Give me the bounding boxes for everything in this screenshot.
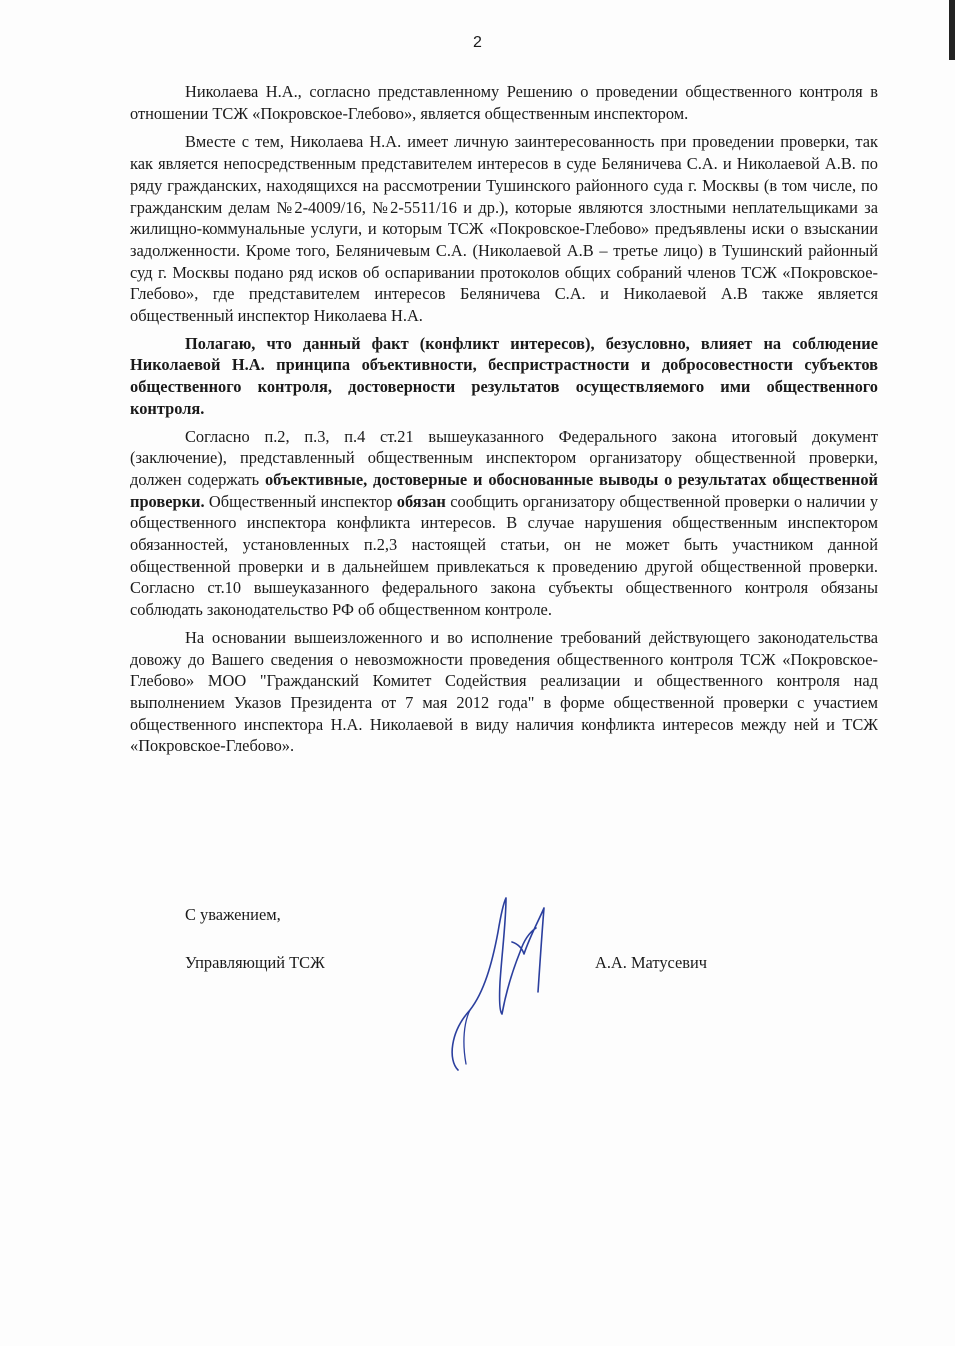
paragraph-conflict-details: Вместе с тем, Николаева Н.А. имеет личную заинтересованность при проведении проверки, так как является непосредственным представителем интересов в суде Беляничева С.А. и Николаевой А.В. по ряду гражданских, находящихся на рассмотрении Тушинского районного суда г. Москвы (в том числе, по гражданским делам №2-4009/16, №2-5511/16 и др.), которые являются злостными неплательщиками за жилищно-коммунальные услуги, и которым ТСЖ «Покровское-Глебово» предъявлены иски о взыскании задолженности. Кроме того, Беляничевым С.А. (Николаевой А.В – третье лицо) в Тушинский районный суд г. Москвы подано ряд исков об оспаривании протоколов общих собраний членов ТСЖ «Покровское-Глебово», где представителем интересов Беляничева С.А. и Николаевой А.В также является общественный инспектор Николаева Н.А. — [130, 132, 878, 326]
page-number: 2 — [473, 34, 482, 51]
law-text-part1: Согласно п.2, п.3, п.4 ст.21 вышеуказанного Федерального закона итоговый документ (заключение), представленный общественным инспектором организатору общественной проверки, должен содержать — [130, 426, 878, 489]
law-text-bold1: объективные, достоверные и обоснованные выводы о результатах общественной проверки. — [130, 469, 878, 511]
paragraph-law-requirements — [130, 426, 878, 621]
closing-regards: С уважением, — [185, 905, 281, 924]
signer-name: А.А. Матусевич — [595, 953, 708, 972]
law-text-part2: Общественный инспектор — [204, 491, 397, 511]
paragraph-inspector-status: Николаева Н.А., согласно представленному Решению о проведении общественного контроля в отношении ТСЖ «Покровское-Глебово», является общественным инспектором. — [130, 82, 878, 123]
paragraph-conclusion-bold — [130, 333, 878, 420]
paragraph-decision: На основании вышеизложенного и во исполнение требований действующего законодательства довожу до Вашего сведения о невозможности проведения общественного контроля ТСЖ «Покровское-Глебово» МОО "Гражданский Комитет Содействия реализации и общественного контроля над выполнением Указов Президента от 7 мая 2012 года" в форме общественной проверки с участием общественного инспектора Н.А. Николаевой в виду наличия конфликта интересов между ней и ТСЖ «Покровское-Глебово». — [130, 627, 878, 756]
letter-body — [130, 81, 878, 763]
law-text-part3: сообщить организатору общественной проверки о наличии у общественного инспектора конфликта интересов. В случае нарушения общественным инспектором обязанностей, установленных п.2,3 настоящей статьи, он не может быть участником данной общественной проверки и в дальнейшем привлекаться к проведению другой общественной проверки. Согласно ст.10 вышеуказанного федерального закона субъекты общественного контроля обязаны соблюдать законодательство РФ об общественном контроле. — [130, 491, 879, 620]
law-text-bold2: обязан — [396, 491, 446, 511]
signer-position: Управляющий ТСЖ — [185, 953, 325, 972]
bold-statement: Полагаю, что данный факт (конфликт интересов), безусловно, влияет на соблюдение Николаевой Н.А. принципа объективности, беспристрастности и добросовестности субъектов общественного контроля, достоверности результатов осуществляемого ими общественного контроля. — [130, 333, 878, 418]
handwritten-signature — [440, 892, 570, 1082]
